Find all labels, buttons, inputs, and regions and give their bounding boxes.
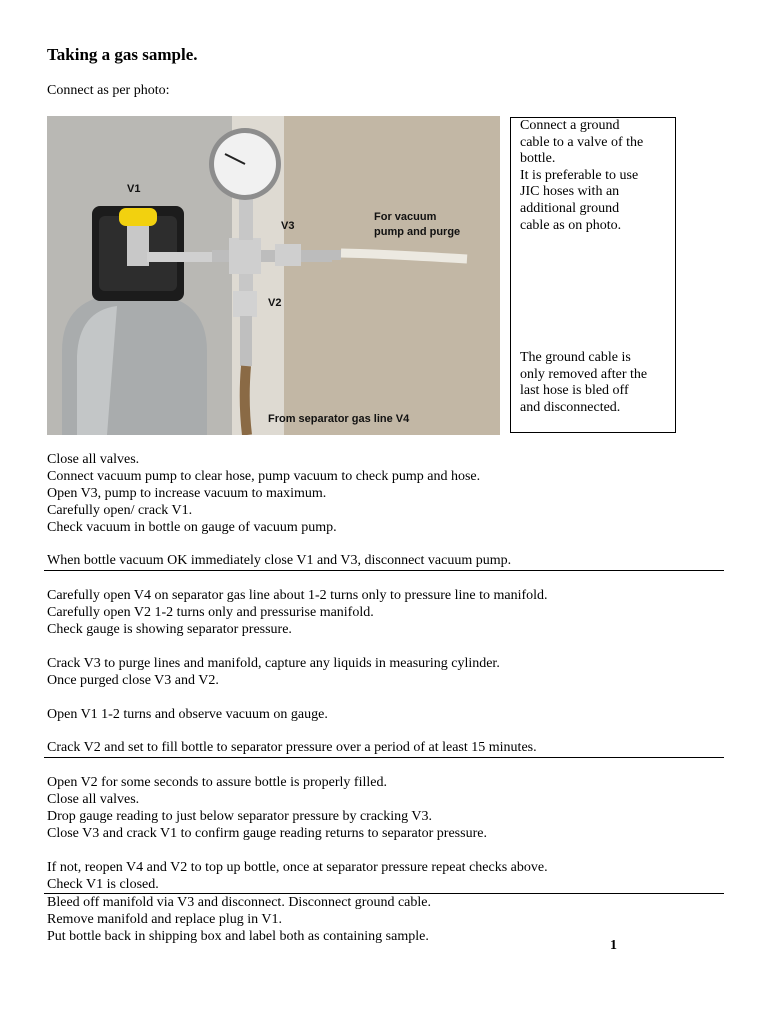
step-line: Crack V3 to purge lines and manifold, capture any liquids in measuring cylinder. — [47, 656, 500, 671]
note-line: The ground cable is — [520, 350, 631, 365]
step-line: Check V1 is closed. — [47, 877, 159, 892]
note-line: cable to a valve of the — [520, 134, 644, 150]
step-line: Crack V2 and set to fill bottle to separator pressure over a period of at least 15 minutes. — [47, 740, 537, 755]
step-line: Close V3 and crack V1 to confirm gauge reading returns to separator pressure. — [47, 826, 487, 841]
step-line: Bleed off manifold via V3 and disconnect. Disconnect ground cable. — [47, 895, 431, 910]
step-line: Check gauge is showing separator pressure. — [47, 622, 292, 637]
page-number: 1 — [610, 938, 617, 953]
page-title: Taking a gas sample. — [47, 45, 198, 64]
label-v3: V3 — [281, 220, 295, 232]
note-line: Connect a ground — [520, 118, 620, 133]
step-line: If not, reopen V4 and V2 to top up bottle, once at separator pressure repeat checks above. — [47, 860, 548, 875]
label-vacuum-1: For vacuum — [374, 211, 437, 223]
step-line: Open V3, pump to increase vacuum to maximum. — [47, 486, 327, 501]
step-line: Check vacuum in bottle on gauge of vacuum pump. — [47, 520, 337, 535]
note-line: only removed after the — [520, 366, 648, 382]
gas-sample-photo — [47, 116, 500, 435]
note-line: bottle. — [520, 151, 556, 167]
label-vacuum-2: pump and purge — [374, 226, 461, 238]
note-line: cable as on photo. — [520, 217, 622, 233]
step-line: Open V1 1-2 turns and observe vacuum on gauge. — [47, 707, 328, 722]
section-divider — [44, 757, 724, 758]
section-divider — [44, 570, 724, 571]
label-v1: V1 — [127, 183, 141, 195]
step-line: Close all valves. — [47, 452, 140, 467]
step-line: Carefully open V2 1-2 turns only and pressurise manifold. — [47, 605, 374, 620]
step-line: Remove manifold and replace plug in V1. — [47, 912, 282, 927]
step-line: Drop gauge reading to just below separator pressure by cracking V3. — [47, 809, 433, 824]
step-line: Carefully open/ crack V1. — [47, 503, 193, 518]
label-separator: From separator gas line V4 — [268, 413, 410, 425]
ground-cable-note — [510, 117, 676, 433]
intro-text: Connect as per photo: — [47, 83, 170, 98]
step-line: Put bottle back in shipping box and label both as containing sample. — [47, 929, 429, 944]
step-line: Close all valves. — [47, 792, 140, 807]
note-line: additional ground — [520, 200, 620, 216]
note-line: last hose is bled off — [520, 383, 629, 399]
note-paragraph-2 — [520, 350, 669, 416]
note-line: and disconnected. — [520, 399, 621, 415]
label-v2: V2 — [268, 297, 282, 309]
note-line: It is preferable to use — [520, 167, 639, 183]
step-line: Carefully open V4 on separator gas line about 1-2 turns only to pressure line to manifold. — [47, 588, 548, 603]
step-line: When bottle vacuum OK immediately close V1 and V3, disconnect vacuum pump. — [47, 553, 512, 568]
step-line: Connect vacuum pump to clear hose, pump vacuum to check pump and hose. — [47, 469, 481, 484]
note-line: JIC hoses with an — [520, 184, 620, 200]
note-paragraph-1 — [520, 118, 669, 234]
step-line: Once purged close V3 and V2. — [47, 673, 219, 688]
step-line: Open V2 for some seconds to assure bottle is properly filled. — [47, 775, 387, 790]
